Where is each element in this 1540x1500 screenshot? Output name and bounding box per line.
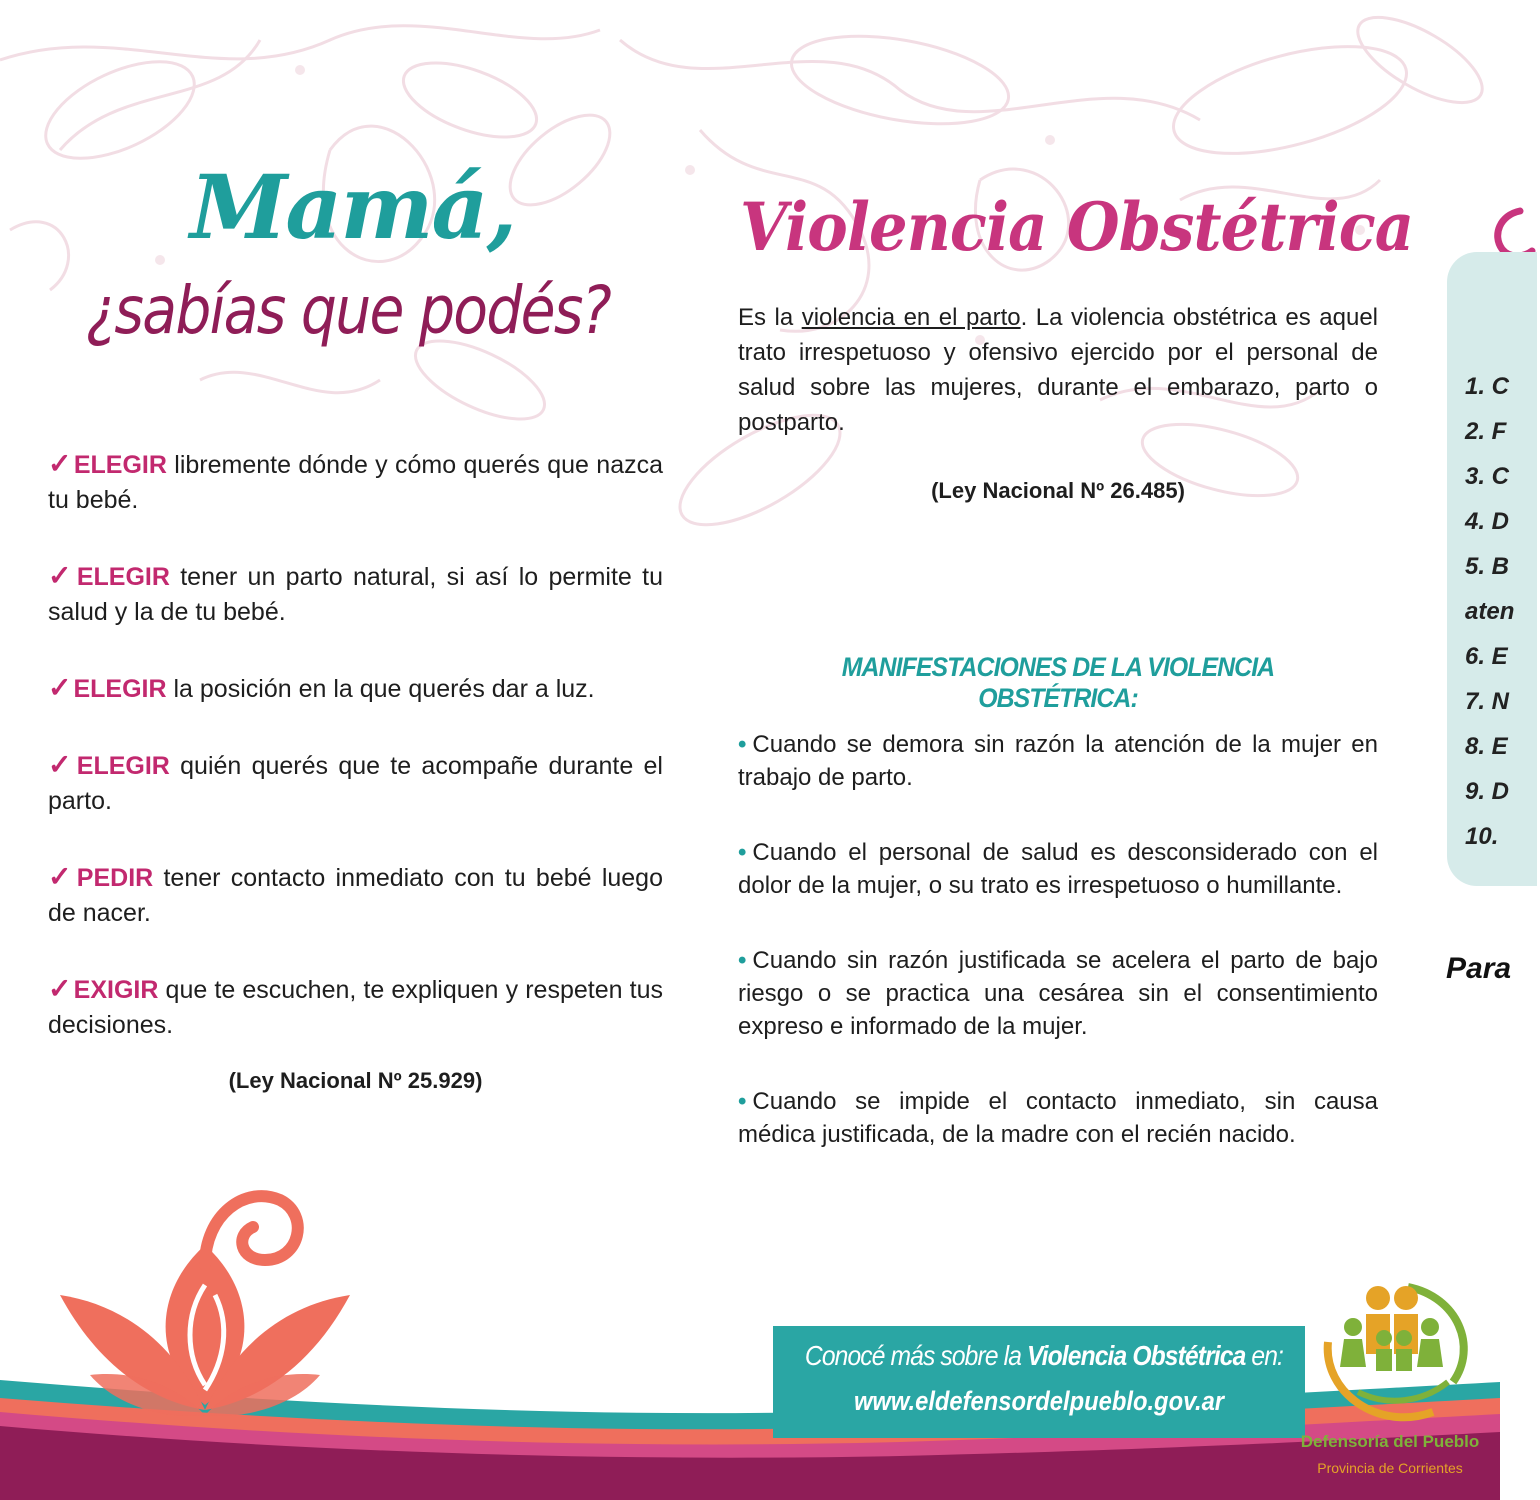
manifestations-list xyxy=(738,728,1378,1193)
numbered-item: 2. F xyxy=(1465,418,1507,445)
law-reference-25929: (Ley Nacional Nº 25.929) xyxy=(228,1068,483,1093)
list-item-text: Cuando se impide el contacto inmediato, sin causa médica justificada, de la madre con el recién nacido. xyxy=(738,1088,1378,1148)
cut-off-bottom-text: Para xyxy=(1446,952,1512,985)
bullet-dot-icon: • xyxy=(738,947,747,974)
callout-text xyxy=(804,1340,1283,1372)
numbered-item: 8. E xyxy=(1465,733,1508,760)
checkmark-icon: ✓ xyxy=(48,560,75,591)
callout-suffix: en: xyxy=(1245,1340,1283,1371)
logo-name: Defensoría del Pueblo xyxy=(1300,1432,1480,1451)
right-keyword: ELEGIR xyxy=(76,752,170,780)
right-keyword: ELEGIR xyxy=(73,451,167,479)
callout-prefix: Conocé más sobre la xyxy=(804,1340,1027,1371)
right-text: la posición en la que querés dar a luz. xyxy=(166,675,595,703)
numbered-item: 10. xyxy=(1465,823,1499,850)
list-item-text: Cuando se demora sin razón la atención de la mujer en trabajo de parto. xyxy=(738,731,1378,791)
numbered-item: 1. C xyxy=(1465,373,1510,400)
checkmark-icon: ✓ xyxy=(48,973,72,1004)
list-item-text: Cuando el personal de salud es desconsiderado con el dolor de la mujer, o su trato es irrespetuoso o humillante. xyxy=(738,839,1378,899)
right-item xyxy=(48,859,663,931)
right-text: tener contacto inmediato con tu bebé luego de nacer. xyxy=(48,864,663,927)
cut-off-numbered-list xyxy=(1465,368,1514,863)
list-item xyxy=(738,728,1378,794)
title-mama: Mamá, xyxy=(190,155,516,259)
website-callout xyxy=(773,1326,1305,1438)
list-item xyxy=(738,836,1378,902)
list-item xyxy=(738,1085,1378,1151)
right-item xyxy=(48,747,663,819)
intro-rest: . La violencia obstétrica es aquel trato irrespetuoso y ofensivo ejercido por el personal de salud sobre las mujeres, durante el embarazo, parto o postparto. xyxy=(738,304,1378,436)
right-keyword: PEDIR xyxy=(76,864,154,892)
bullet-dot-icon: • xyxy=(738,731,747,758)
numbered-item: aten xyxy=(1465,598,1515,625)
right-item xyxy=(48,446,663,518)
right-keyword: ELEGIR xyxy=(73,675,167,703)
numbered-item: 5. B xyxy=(1465,553,1510,580)
numbered-item: 6. E xyxy=(1465,643,1508,670)
law-reference-26485: (Ley Nacional Nº 26.485) xyxy=(931,478,1185,503)
numbered-item: 4. D xyxy=(1465,508,1510,535)
rights-list xyxy=(48,446,663,1083)
checkmark-icon: ✓ xyxy=(48,861,75,892)
right-keyword: ELEGIR xyxy=(76,563,170,591)
right-text: tener un parto natural, si así lo permite tu salud y la de tu bebé. xyxy=(48,563,663,626)
logo-subtitle: Provincia de Corrientes xyxy=(1317,1460,1463,1476)
numbered-item: 9. D xyxy=(1465,778,1510,805)
defensoria-logo-icon xyxy=(1308,1272,1478,1432)
checkmark-icon: ✓ xyxy=(48,672,72,703)
intro-prefix: Es la xyxy=(738,304,802,331)
bullet-dot-icon: • xyxy=(738,839,747,866)
right-text: libremente dónde y cómo querés que nazca tu bebé. xyxy=(48,451,664,514)
right-text: que te escuchen, te expliquen y respeten tus decisiones. xyxy=(48,976,663,1039)
intro-underlined-phrase: violencia en el parto xyxy=(801,304,1021,331)
callout-bold: Violencia Obstétrica xyxy=(1026,1340,1246,1371)
list-item-text: Cuando sin razón justificada se acelera el parto de bajo riesgo o se practica una cesárea sin el consentimiento expreso e informado de la mujer. xyxy=(738,947,1378,1040)
checkmark-icon: ✓ xyxy=(48,448,72,479)
definition-paragraph xyxy=(738,300,1378,440)
numbered-item: 3. C xyxy=(1465,463,1510,490)
right-text: quién querés que te acompañe durante el parto. xyxy=(48,752,663,815)
checkmark-icon: ✓ xyxy=(48,749,75,780)
right-item xyxy=(48,558,663,630)
right-item xyxy=(48,670,663,707)
right-item xyxy=(48,971,663,1043)
bullet-dot-icon: • xyxy=(738,1088,747,1115)
title-violencia-obstetrica: Violencia Obstétrica xyxy=(740,188,1414,266)
lotus-flower-illustration xyxy=(55,1175,355,1435)
website-link[interactable]: www.eldefensordelpueblo.gov.ar xyxy=(853,1386,1225,1416)
title-sabias-que-podes: ¿sabías que podés? xyxy=(86,272,611,349)
numbered-item: 7. N xyxy=(1465,688,1510,715)
right-keyword: EXIGIR xyxy=(73,976,159,1004)
list-item xyxy=(738,944,1378,1043)
manifestations-heading: MANIFESTACIONES DE LA VIOLENCIA OBSTÉTRICA: xyxy=(841,652,1275,713)
